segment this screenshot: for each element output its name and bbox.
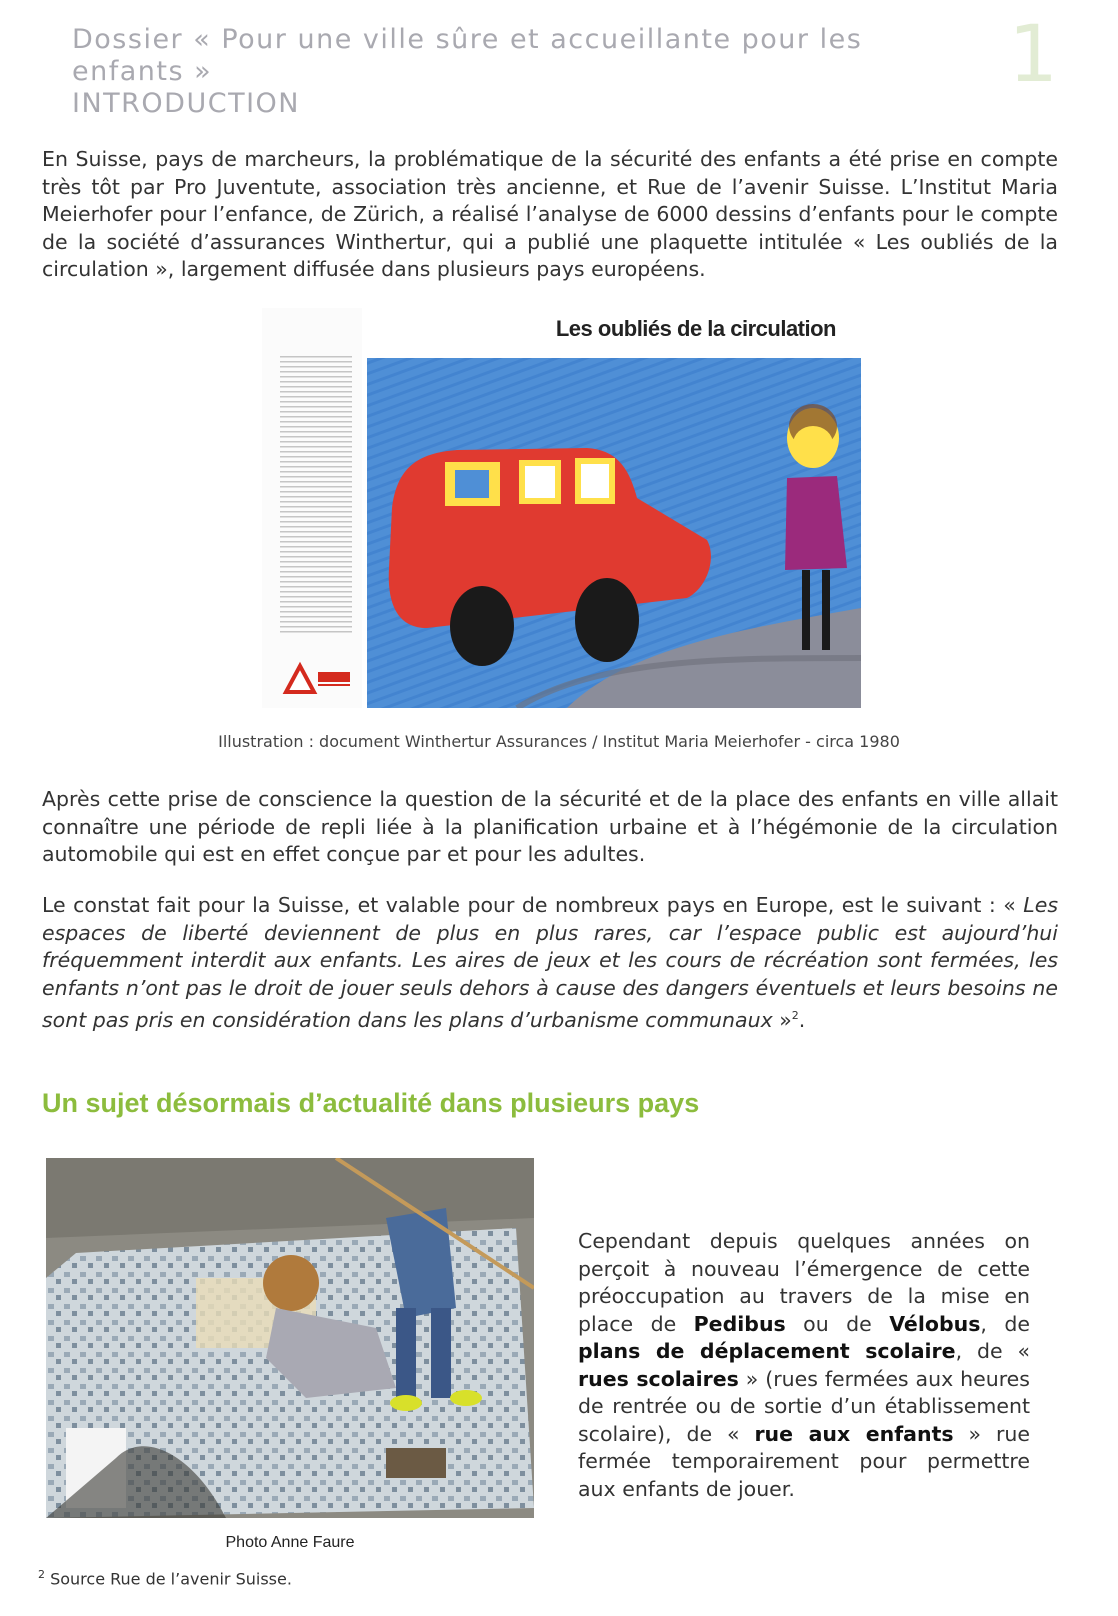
constat-lead: Le constat fait pour la Suisse, et valable pour de nombreux pays en Europe, est le suivant : «	[42, 893, 1024, 917]
footnote	[38, 1568, 292, 1588]
initiatives-text-2: ou de	[785, 1311, 890, 1336]
initiatives-text-1: Cependant depuis quelques années on perçoit à nouveau l’émergence de cette préoccupation au travers de la mise en place de	[578, 1229, 1030, 1336]
dossier-title: Dossier « Pour une ville sûre et accueillante pour les enfants »	[72, 24, 863, 87]
illustration-caption: Illustration : document Winthertur Assurances / Institut Maria Meierhofer - circa 1980	[218, 732, 900, 751]
initiatives-text-5: » (rues fermées aux heures de rentrée ou de sortie d’un établissement scolaire), de «	[578, 1366, 1030, 1446]
section-label: INTRODUCTION	[72, 88, 300, 119]
brochure-banner	[362, 308, 866, 358]
term-rues-scolaires: rues scolaires	[578, 1366, 739, 1391]
brochure-illustration	[262, 308, 866, 708]
constat-close: »	[772, 1007, 792, 1032]
constat-quote: Les espaces de liberté deviennent de plus en plus rares, car l’espace public est aujourd’hui fréquemment interdit aux enfants. Les aires de jeux et les cours de récréation sont fermées, les enfants n’ont pas le droit de jouer seuls dehors à cause des dangers éventuels et leurs besoins ne sont pas pris en considération dans les plans d’urbanisme communaux	[42, 893, 1058, 1032]
brochure-text-column	[262, 308, 362, 708]
term-velobus: Vélobus	[889, 1311, 981, 1336]
section-heading: Un sujet désormais d’actualité dans plusieurs pays	[42, 1088, 700, 1118]
page-header	[72, 24, 972, 120]
paragraph-repli: Après cette prise de conscience la question de la sécurité et de la place des enfants en ville allait connaître une période de repli liée à la planification urbaine et à l’hégémonie de la circulation automobile qui est en effet conçue par et pour les adultes.	[42, 787, 1058, 866]
footnote-number: 2	[38, 1568, 45, 1581]
paragraph-constat	[42, 892, 1058, 1034]
page-number: 1	[1008, 10, 1058, 100]
brochure-body-text	[280, 356, 352, 636]
constat-end: .	[798, 1007, 806, 1032]
initiatives-text-3: , de	[980, 1311, 1030, 1336]
paragraph-initiatives	[578, 1228, 1030, 1503]
term-plans-deplacement: plans de déplacement scolaire	[578, 1339, 956, 1363]
winterthur-logo-icon	[282, 658, 352, 698]
footnote-text: Source Rue de l’avenir Suisse.	[45, 1569, 292, 1589]
brochure-title: Les oubliés de la circulation	[555, 316, 836, 341]
footnote-ref: 2	[791, 1009, 799, 1022]
term-pedibus: Pedibus	[693, 1311, 786, 1336]
term-rue-aux-enfants: rue aux enfants	[754, 1421, 954, 1446]
initiatives-text-4: , de «	[955, 1339, 1030, 1363]
photo-children-map	[46, 1158, 534, 1518]
initiatives-text-6: » rue fermée temporairement pour permettre aux enfants de jouer.	[578, 1421, 1030, 1501]
intro-paragraph: En Suisse, pays de marcheurs, la problématique de la sécurité des enfants a été prise en compte très tôt par Pro Juventute, association très ancienne, et Rue de l’avenir Suisse. L’Institut Maria Meierhofer pour l’enfance, de Zürich, a réalisé l’analyse de 6000 dessins d’enfants pour le compte de la société d’assurances Winthertur, qui a publié une plaquette intitulée « Les oubliés de la circulation », largement diffusée dans plusieurs pays européens.	[42, 147, 1058, 281]
photo-caption: Photo Anne Faure	[225, 1534, 355, 1551]
photo-scene	[46, 1158, 534, 1518]
child-drawing-car	[367, 358, 861, 708]
